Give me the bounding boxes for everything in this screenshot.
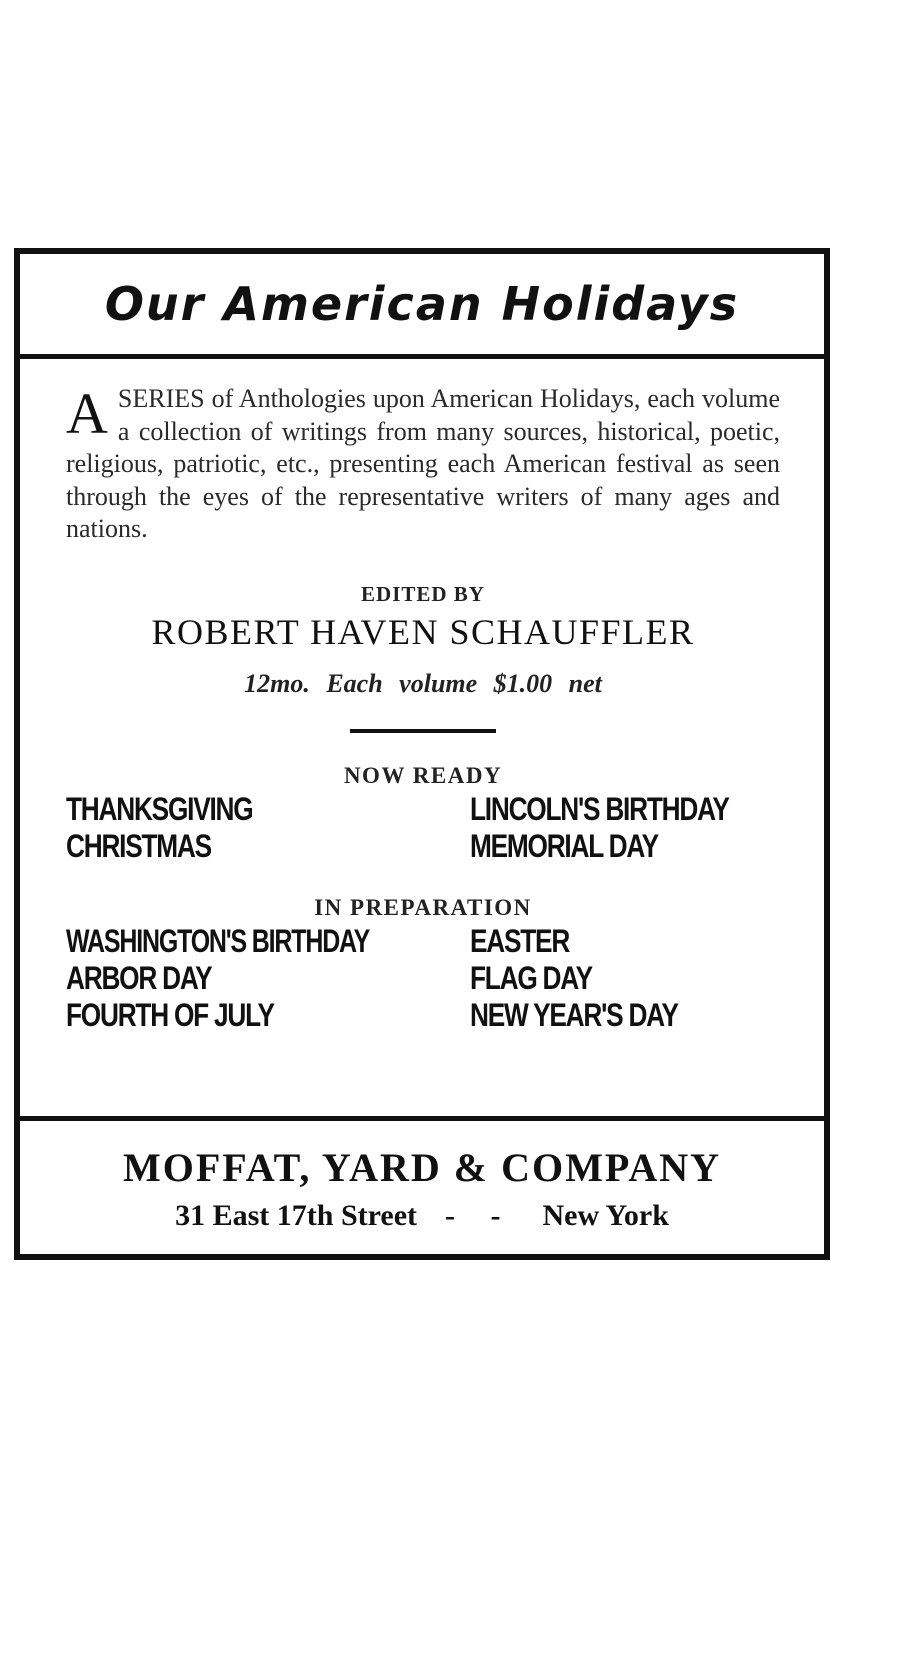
in-preparation-list: [66, 923, 780, 1034]
editor-name: ROBERT HAVEN SCHAUFFLER: [151, 611, 695, 652]
list-item: FOURTH OF JULY: [66, 996, 274, 1033]
ad-title: Our American Holidays: [104, 277, 740, 331]
now-ready-list: [66, 791, 780, 865]
in-preparation-heading: IN PREPARATION: [314, 894, 532, 920]
list-item: FLAG DAY: [470, 959, 592, 996]
address-separator: - -: [445, 1198, 515, 1232]
list-item: NEW YEAR'S DAY: [470, 996, 678, 1033]
address-city: New York: [542, 1198, 669, 1232]
advertisement-frame: [14, 248, 830, 1260]
publisher-name: MOFFAT, YARD & COMPANY: [123, 1144, 721, 1190]
divider-rule: [350, 729, 496, 733]
title-box: [20, 254, 824, 359]
list-item: ARBOR DAY: [66, 959, 212, 996]
list-item: THANKSGIVING: [66, 790, 253, 827]
list-item: CHRISTMAS: [66, 827, 211, 864]
list-item: LINCOLN'S BIRTHDAY: [470, 790, 729, 827]
address-street: 31 East 17th Street: [175, 1198, 418, 1232]
price-line: 12mo. Each volume $1.00 net: [244, 668, 602, 698]
intro-text: SERIES of Anthologies upon American Holidays, each volume a collection of writings from many sources, historical, poetic, religious, patriotic, etc., presenting each American festival as seen through the eyes of the representative writers of many ages and nations.: [66, 384, 780, 543]
intro-paragraph: [66, 383, 780, 546]
edited-by-label: EDITED BY: [361, 581, 485, 606]
publisher-address: [175, 1199, 669, 1233]
list-item: EASTER: [470, 922, 570, 959]
list-item: MEMORIAL DAY: [470, 827, 658, 864]
drop-cap: A: [66, 381, 108, 446]
list-item: WASHINGTON'S BIRTHDAY: [66, 922, 370, 959]
body-box: [20, 359, 824, 1121]
now-ready-heading: NOW READY: [343, 762, 503, 788]
publisher-box: [20, 1121, 824, 1255]
